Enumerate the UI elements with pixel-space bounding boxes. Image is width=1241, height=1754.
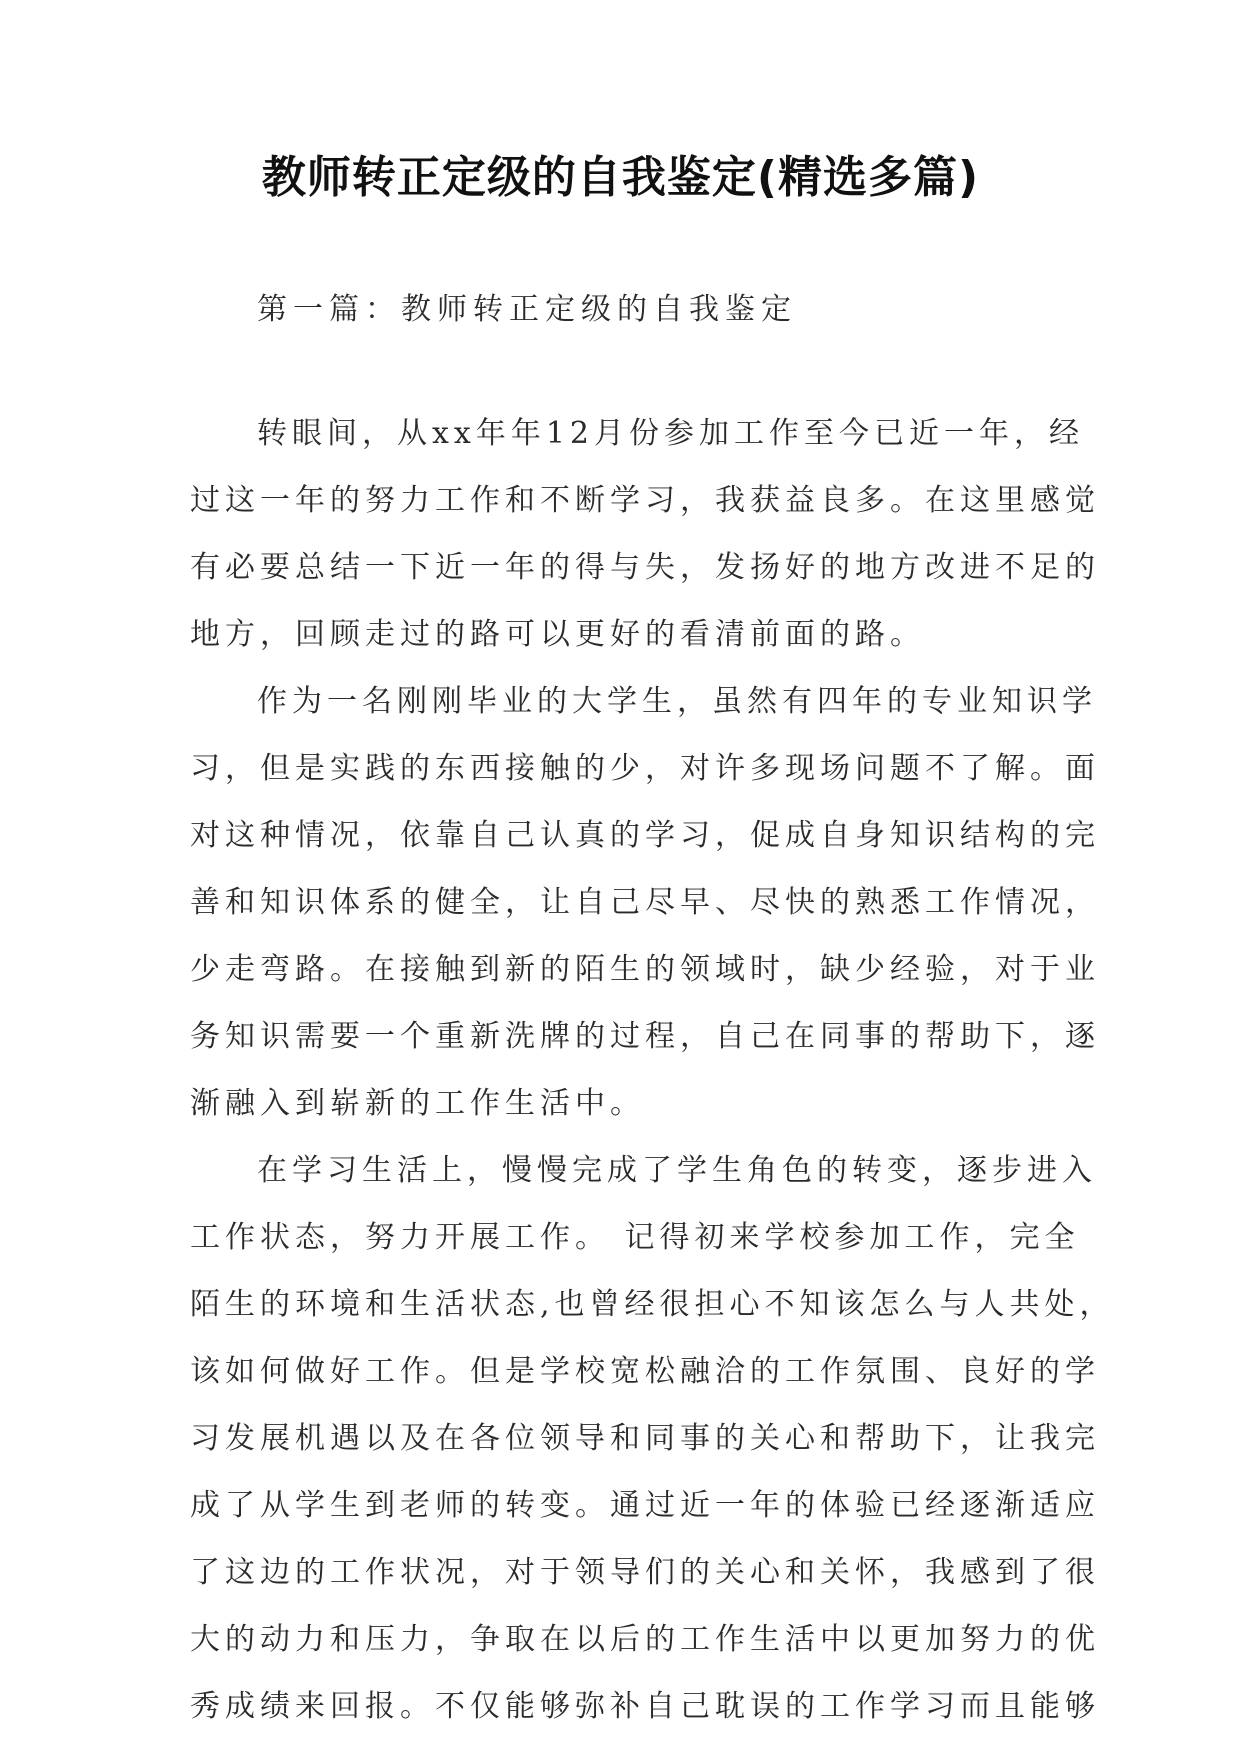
- body-line: 对这种情况，依靠自己认真的学习，促成自身知识结构的完: [190, 818, 1100, 853]
- body-line: 少走弯路。在接触到新的陌生的领域时，缺少经验，对于业: [190, 952, 1100, 987]
- body-line: 渐融入到崭新的工作生活中。: [190, 1086, 645, 1121]
- section-heading: 第一篇：教师转正定级的自我鉴定: [257, 292, 797, 327]
- body-line: 转眼间，从xx年年12月份参加工作至今已近一年，经: [257, 416, 1085, 451]
- document-body: [190, 400, 1115, 1740]
- body-line: 该如何做好工作。但是学校宽松融洽的工作氛围、良好的学: [190, 1354, 1100, 1389]
- body-line: 秀成绩来回报。不仅能够弥补自己耽误的工作学习而且能够: [190, 1689, 1100, 1724]
- body-line: 成了从学生到老师的转变。通过近一年的体验已经逐渐适应: [190, 1488, 1100, 1523]
- body-line: 有必要总结一下近一年的得与失，发扬好的地方改进不足的: [190, 550, 1100, 585]
- body-line: 善和知识体系的健全，让自己尽早、尽快的熟悉工作情况，: [190, 885, 1100, 920]
- body-line: 陌生的环境和生活状态,也曾经很担心不知该怎么与人共处，: [190, 1287, 1115, 1322]
- document-title: 教师转正定级的自我鉴定(精选多篇): [261, 152, 980, 203]
- body-line: 地方，回顾走过的路可以更好的看清前面的路。: [190, 617, 925, 652]
- body-line: 在学习生活上，慢慢完成了学生角色的转变，逐步进入: [257, 1153, 1097, 1188]
- body-line: 过这一年的努力工作和不断学习，我获益良多。在这里感觉: [190, 483, 1100, 518]
- body-line: 习，但是实践的东西接触的少，对许多现场问题不了解。面: [190, 751, 1100, 786]
- body-line: 作为一名刚刚毕业的大学生，虽然有四年的专业知识学: [257, 684, 1097, 719]
- body-line: 了这边的工作状况，对于领导们的关心和关怀，我感到了很: [190, 1555, 1100, 1590]
- body-line: 工作状态，努力开展工作。 记得初来学校参加工作，完全: [190, 1220, 1080, 1255]
- body-line: 务知识需要一个重新洗牌的过程，自己在同事的帮助下，逐: [190, 1019, 1100, 1054]
- body-line: 大的动力和压力，争取在以后的工作生活中以更加努力的优: [190, 1622, 1100, 1657]
- body-line: 习发展机遇以及在各位领导和同事的关心和帮助下，让我完: [190, 1421, 1100, 1456]
